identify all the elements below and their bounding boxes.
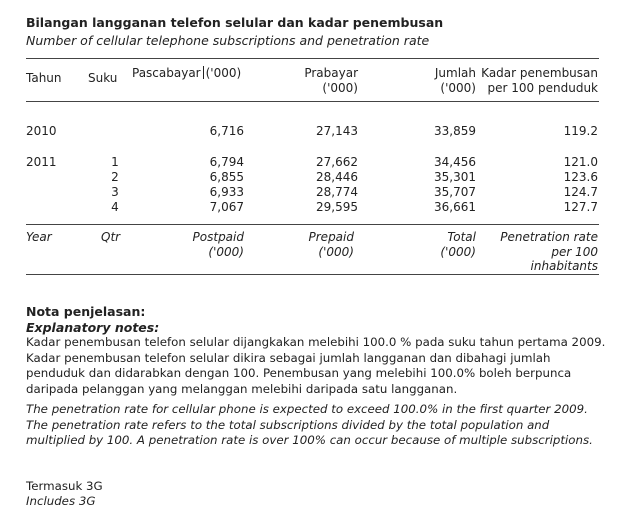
header-kadar-line1: Kadar penembusan <box>481 66 598 80</box>
cell-postpaid: 6,855 <box>209 170 244 184</box>
header-pascabayar <box>132 66 241 81</box>
header-suku: Suku <box>88 71 118 85</box>
footer-prepaid: Prepaid <box>308 230 354 244</box>
header-prabayar-unit: ('000) <box>322 81 358 95</box>
table-title: Bilangan langganan telefon selular dan kadar penembusan <box>26 15 444 30</box>
cell-qtr: 3 <box>111 185 119 199</box>
header-prabayar: Prabayar <box>304 66 358 80</box>
cell-qtr: 2 <box>111 170 119 184</box>
header-jumlah-unit: ('000) <box>440 81 476 95</box>
footer-postpaid: Postpaid <box>192 230 244 244</box>
cell-prepaid: 28,446 <box>316 170 358 184</box>
cell-prepaid: 27,662 <box>316 155 358 169</box>
header-tahun: Tahun <box>26 71 62 85</box>
cell-prepaid: 29,595 <box>316 200 358 214</box>
table-subtitle: Number of cellular telephone subscriptions and penetration rate <box>26 33 430 48</box>
data-rule <box>26 224 599 225</box>
notes-paragraph-english: The penetration rate for cellular phone is expected to exceed 100.0% in the first quarter 2009. The penetration rate refers to the total subscriptions divided by the total population and multiplied by 100. A penetration rate is over 100% can occur because of multiple subscriptions. <box>26 402 593 447</box>
footnote-malay: Termasuk 3G <box>26 479 103 493</box>
cell-prepaid: 28,774 <box>316 185 358 199</box>
footnote-english: Includes 3G <box>26 494 96 508</box>
footer-total: Total <box>447 230 476 244</box>
header-rule <box>26 101 599 102</box>
cell-postpaid: 6,933 <box>209 185 244 199</box>
header-jumlah: Jumlah <box>434 66 476 80</box>
notes-heading-english: Explanatory notes: <box>26 320 160 335</box>
cell-year: 2011 <box>26 155 57 169</box>
cell-total: 35,707 <box>434 185 476 199</box>
footer-postpaid-unit: ('000) <box>208 245 244 259</box>
cell-rate: 119.2 <box>563 124 598 138</box>
cell-qtr: 4 <box>111 200 119 214</box>
footer-rate-line3: inhabitants <box>530 259 598 273</box>
footer-total-unit: ('000) <box>440 245 476 259</box>
cell-rate: 124.7 <box>563 185 598 199</box>
cell-total: 36,661 <box>434 200 476 214</box>
top-rule <box>26 58 599 59</box>
cell-year: 2010 <box>26 124 57 138</box>
cell-postpaid: 6,794 <box>209 155 244 169</box>
footer-year: Year <box>26 230 52 244</box>
cell-total: 35,301 <box>434 170 476 184</box>
cell-rate: 123.6 <box>563 170 598 184</box>
footer-rate-line1: Penetration rate <box>500 230 598 244</box>
header-pascabayar-unit: ('000) <box>205 66 242 80</box>
cell-postpaid: 7,067 <box>209 200 244 214</box>
cell-total: 33,859 <box>434 124 476 138</box>
header-pascabayar-label: Pascabayar <box>132 66 201 80</box>
footer-rate-line2: per 100 <box>551 245 598 259</box>
cell-rate: 127.7 <box>563 200 598 214</box>
cell-prepaid: 27,143 <box>316 124 358 138</box>
cell-postpaid: 6,716 <box>209 124 244 138</box>
header-kadar-line2: per 100 penduduk <box>487 81 598 95</box>
notes-heading-malay: Nota penjelasan: <box>26 304 146 319</box>
bottom-rule <box>26 274 599 275</box>
footer-prepaid-unit: ('000) <box>318 245 354 259</box>
footer-qtr: Qtr <box>101 230 121 244</box>
cell-qtr: 1 <box>111 155 119 169</box>
cell-rate: 121.0 <box>563 155 598 169</box>
notes-paragraph-malay: Kadar penembusan telefon selular dijangkakan melebihi 100.0 % pada suku tahun pertama 2009. Kadar penembusan telefon selular dikira sebagai jumlah langganan dan dibahagi jumlah penduduk dan didarabkan dengan 100. Penembusan yang melebihi 100.0% boleh berpunca daripada pelanggan yang melanggan melebihi daripada satu langganan. <box>26 335 606 396</box>
cell-total: 34,456 <box>434 155 476 169</box>
